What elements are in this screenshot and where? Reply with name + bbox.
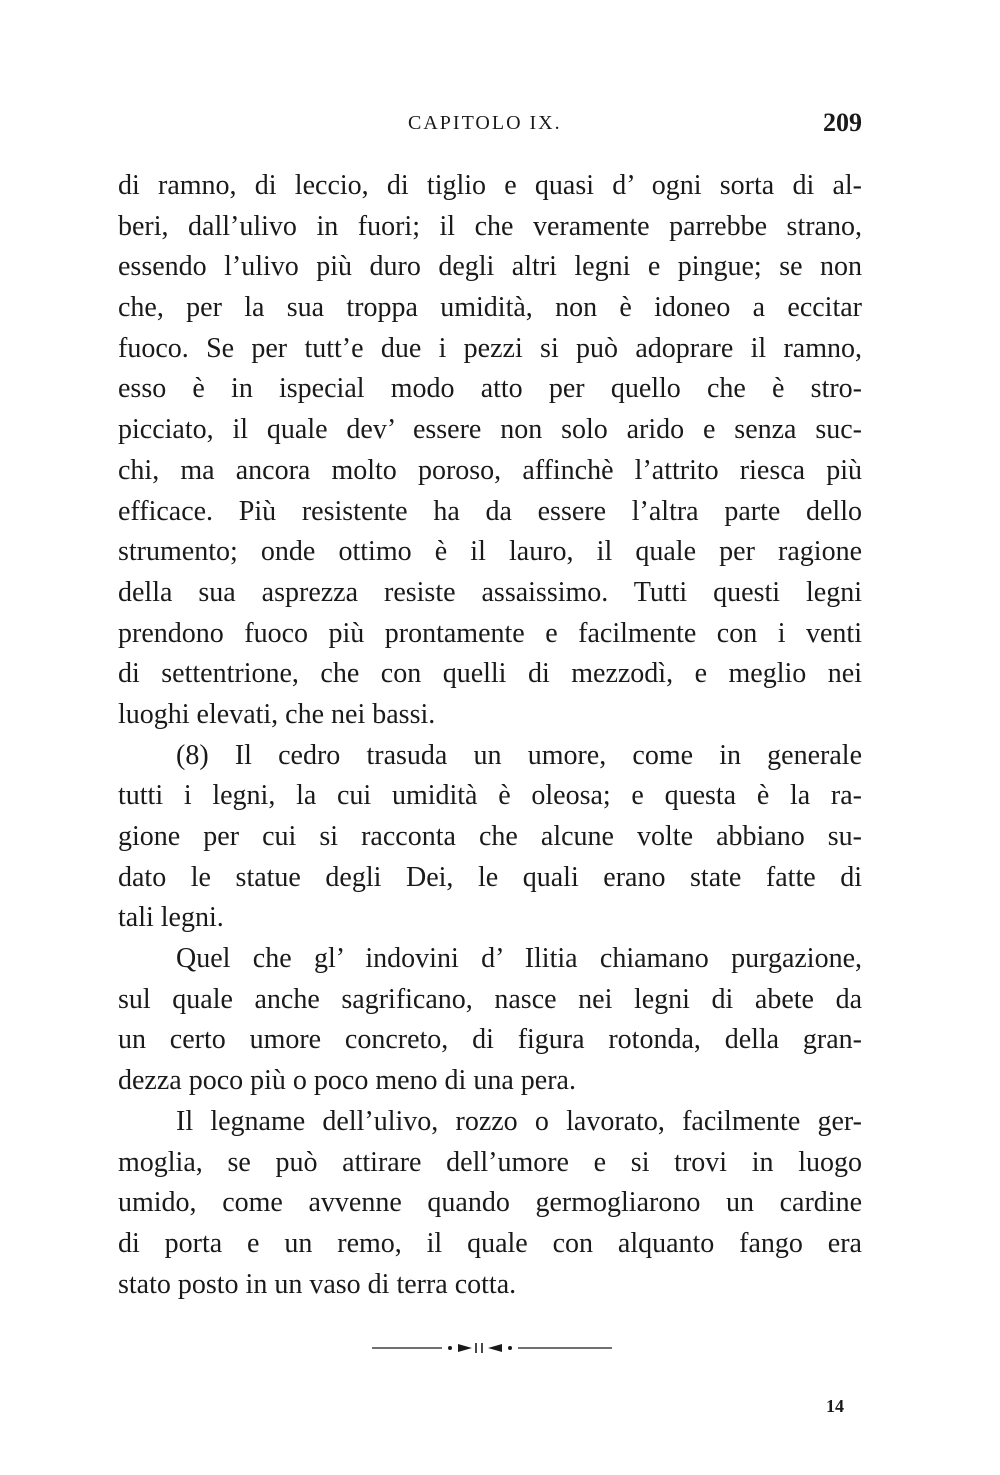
text-line: di porta e un remo, il quale con alquanto fango era <box>118 1227 862 1259</box>
text-line: essendo l’ulivo più duro degli altri legni e pingue; se non <box>118 251 862 283</box>
text-line: Il legname dell’ulivo, rozzo o lavorato, facilmente ger- <box>176 1105 862 1137</box>
text-line: gione per cui si racconta che alcune volte abbiano su- <box>118 821 862 852</box>
text-line: di settentrione, che con quelli di mezzodì, e meglio nei <box>118 658 862 690</box>
text-line: picciato, il quale dev’ essere non solo arido e senza suc- <box>118 414 862 446</box>
chapter-title: CAPITOLO IX. <box>408 112 562 134</box>
text-line: prendono fuoco più prontamente e facilmente con i venti <box>118 617 862 649</box>
page-number: 209 <box>823 108 862 137</box>
text-line: fuoco. Se per tutt’e due i pezzi si può adoprare il ramno, <box>118 332 862 364</box>
text-line: un certo umore concreto, di figura rotonda, della gran- <box>118 1024 862 1056</box>
end-ornament-divider <box>372 1342 612 1354</box>
text-line: stato posto in un vaso di terra cotta. <box>118 1268 517 1300</box>
text-line: strumento; onde ottimo è il lauro, il quale per ragione <box>118 536 862 568</box>
text-line: beri, dall’ulivo in fuori; il che veramente parrebbe strano, <box>118 210 862 242</box>
running-head <box>118 108 862 142</box>
signature-mark: 14 <box>826 1396 844 1416</box>
text-line: tutti i legni, la cui umidità è oleosa; e questa è la ra- <box>118 780 862 812</box>
text-line: moglia, se può attirare dell’umore e si trovi in luogo <box>118 1146 862 1178</box>
text-line: esso è in ispecial modo atto per quello che è stro- <box>118 373 862 405</box>
text-line: della sua asprezza resiste assaissimo. Tutti questi legni <box>118 576 862 608</box>
paragraph <box>118 939 862 1102</box>
text-line: dezza poco più o poco meno di una pera. <box>118 1065 576 1097</box>
text-line: dato le statue degli Dei, le quali erano state fatte di <box>118 861 862 893</box>
text-line: di ramno, di leccio, di tiglio e quasi d’ ogni sorta di al- <box>118 170 862 201</box>
text-line: che, per la sua troppa umidità, non è idoneo a eccitar <box>118 292 862 324</box>
text-line: Quel che gl’ indovini d’ Ilitia chiamano purgazione, <box>176 943 862 975</box>
paragraph <box>118 166 862 736</box>
paragraph <box>118 1102 862 1305</box>
text-line: umido, come avvenne quando germogliarono un cardine <box>118 1187 862 1219</box>
text-line: tali legni. <box>118 902 224 934</box>
text-line: (8) Il cedro trasuda un umore, come in generale <box>176 739 862 771</box>
text-line: efficace. Più resistente ha da essere l’altra parte dello <box>118 495 862 527</box>
text-line: sul quale anche sagrificano, nasce nei legni di abete da <box>118 983 862 1015</box>
text-line: luoghi elevati, che nei bassi. <box>118 698 436 730</box>
text-line: chi, ma ancora molto poroso, affinchè l’attrito riesca più <box>118 454 862 486</box>
body-text <box>118 166 862 1305</box>
paragraph <box>118 736 862 939</box>
